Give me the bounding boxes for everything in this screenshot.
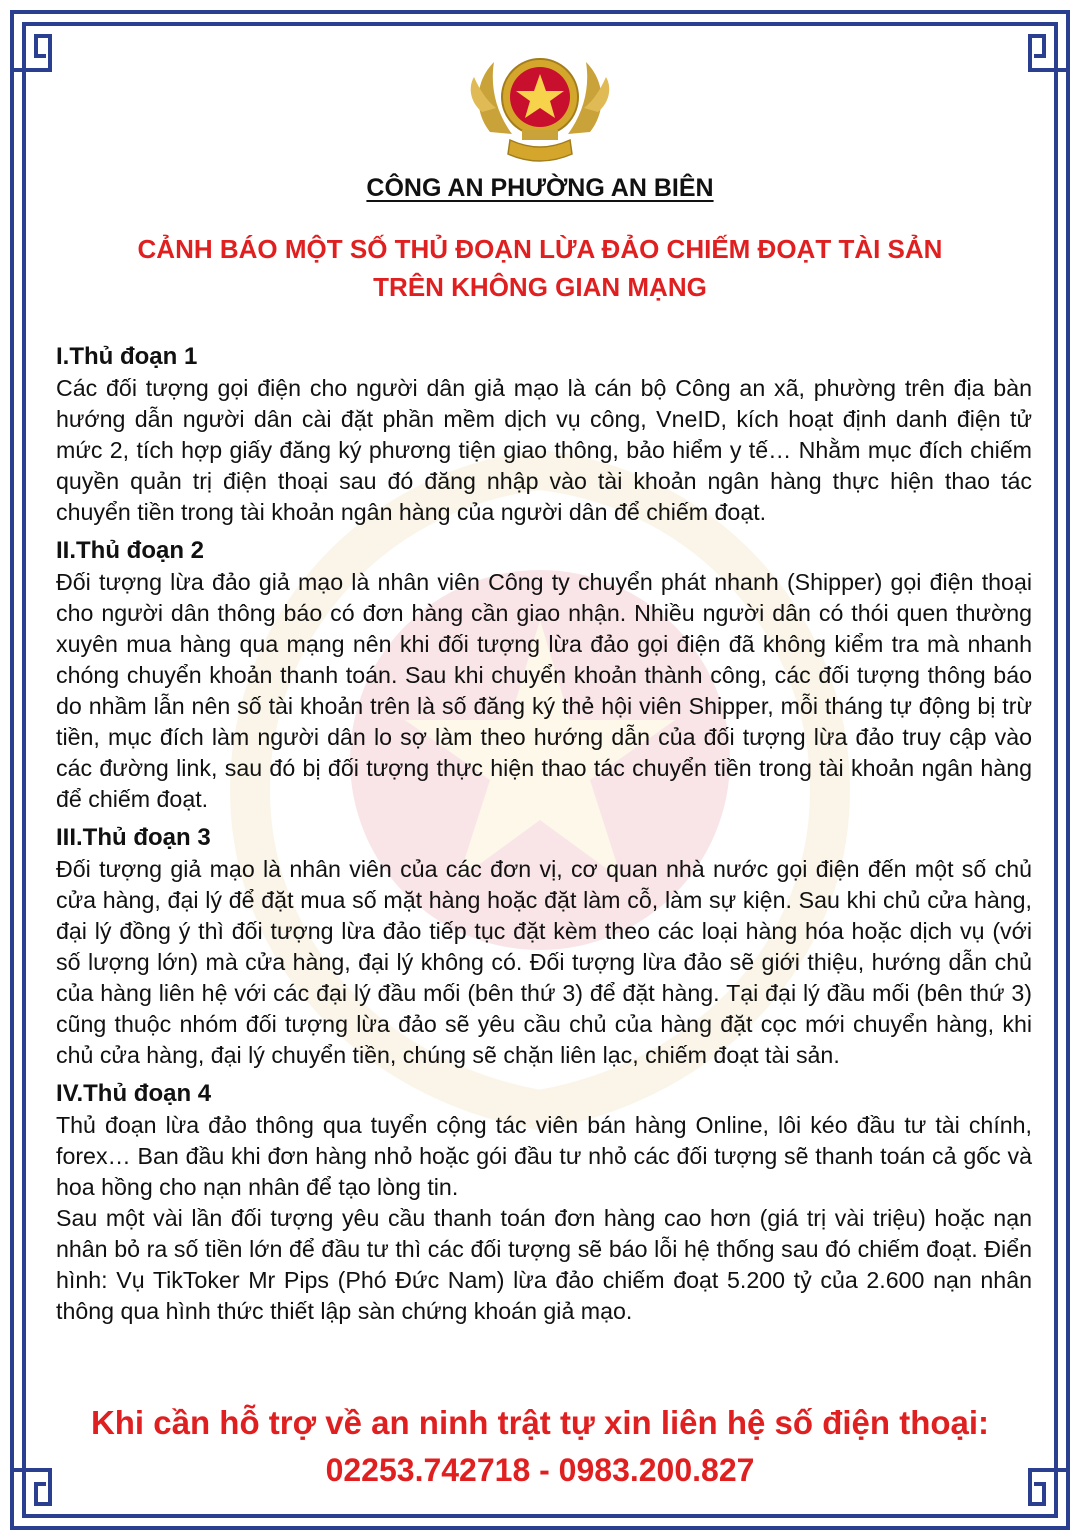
- organization-name: CÔNG AN PHƯỜNG AN BIÊN: [366, 174, 714, 202]
- warning-title-line-2: TRÊN KHÔNG GIAN MẠNG: [373, 272, 707, 302]
- section-3: [56, 821, 1032, 1071]
- document-body: [56, 340, 1032, 1333]
- section-title: III.Thủ đoạn 3: [56, 824, 211, 851]
- warning-title-line-1: CẢNH BÁO MỘT SỐ THỦ ĐOẠN LỪA ĐẢO CHIẾM ĐOẠT TÀI SẢN: [137, 234, 943, 264]
- section-paragraph: Đối tượng giả mạo là nhân viên của các đơn vị, cơ quan nhà nước gọi điện đến một số chủ cửa hàng, đại lý để đặt mua số mặt hàng hoặc đặt làm cỗ, làm sự kiện. Sau khi chủ cửa hàng, đại lý đồng ý thì đối tượng lừa đảo tiếp tục đặt kèm theo các loại hàng hóa hoặc dịch vụ (với số lượng lớn) mà cửa hàng, đại lý không có. Đối tượng lừa đảo sẽ giới thiệu, hướng dẫn chủ của hàng liên hệ với các đại lý đầu mối (bên thứ 3) để đặt hàng. Tại đại lý đầu mối (bên thứ 3) cũng thuộc nhóm đối tượng lừa đảo sẽ yêu cầu chủ của hàng đặt cọc mới chuyển hàng, khi chủ cửa hàng, đại lý chuyển tiền, chúng sẽ chặn liên lạc, chiếm đoạt tài sản.: [56, 856, 1032, 1068]
- section-title: II.Thủ đoạn 2: [56, 537, 204, 564]
- section-title: IV.Thủ đoạn 4: [56, 1080, 212, 1107]
- contact-phones: 02253.742718 - 0983.200.827: [325, 1452, 755, 1488]
- section-paragraph: Sau một vài lần đối tượng yêu cầu thanh toán đơn hàng cao hơn (giá trị vài triệu) hoặc nạn nhân bỏ ra số tiền lớn để đầu tư thì các đối tượng sẽ báo lỗi hệ thống sau đó chiếm đoạt. Điển hình: Vụ TikToker Mr Pips (Phó Đức Nam) lừa đảo chiếm đoạt 5.200 tỷ của 2.600 nạn nhân thông qua hình thức thiết lập sàn chứng khoán giả mạo.: [56, 1205, 1032, 1324]
- police-emblem-icon: [460, 42, 620, 172]
- section-2: [56, 534, 1032, 815]
- contact-line: Khi cần hỗ trợ về an ninh trật tự xin liên hệ số điện thoại:: [90, 1404, 990, 1441]
- section-paragraph: Các đối tượng gọi điện cho người dân giả mạo là cán bộ Công an xã, phường trên địa bàn hướng dẫn người dân cài đặt phần mềm dịch vụ công, VneID, kích hoạt định danh điện tử mức 2, tích hợp giấy đăng ký phương tiện giao thông, bảo hiểm y tế… Nhằm mục đích chiếm quyền quản trị điện thoại sau đó đăng nhập vào tài khoản ngân hàng thực hiện thao tác chuyển tiền trong tài khoản ngân hàng của người dân để chiếm đoạt.: [56, 375, 1032, 525]
- section-paragraph: Đối tượng lừa đảo giả mạo là nhân viên Công ty chuyển phát nhanh (Shipper) gọi điện thoại cho người dân thông báo có đơn hàng cần giao nhận. Nhiều người dân có thói quen thường xuyên mua hàng qua mạng nên khi đối tượng lừa đảo gọi điện đã không kiểm tra mà nhanh chóng chuyển khoản thanh toán. Sau khi chuyển khoản thành công, các đối tượng thông báo do nhầm lẫn nên số tài khoản trên là số đăng ký thẻ hội viên Shipper, mỗi tháng tự động bị trừ tiền, mục đích làm người dân lo sợ làm theo hướng dẫn của đối tượng lừa đảo truy cập vào các đường link, sau đó bị đối tượng thực hiện thao tác chuyển tiền trong tài khoản ngân hàng để chiếm đoạt.: [56, 569, 1032, 812]
- section-paragraph: Thủ đoạn lừa đảo thông qua tuyển cộng tác viên bán hàng Online, lôi kéo đầu tư tài chính, forex… Ban đầu khi đơn hàng nhỏ hoặc gói đầu tư nhỏ các đối tượng sẽ thanh toán cả gốc và hoa hồng cho nạn nhân để tạo lòng tin.: [56, 1112, 1032, 1200]
- section-1: [56, 340, 1032, 528]
- section-title: I.Thủ đoạn 1: [56, 343, 198, 370]
- section-4: [56, 1077, 1032, 1327]
